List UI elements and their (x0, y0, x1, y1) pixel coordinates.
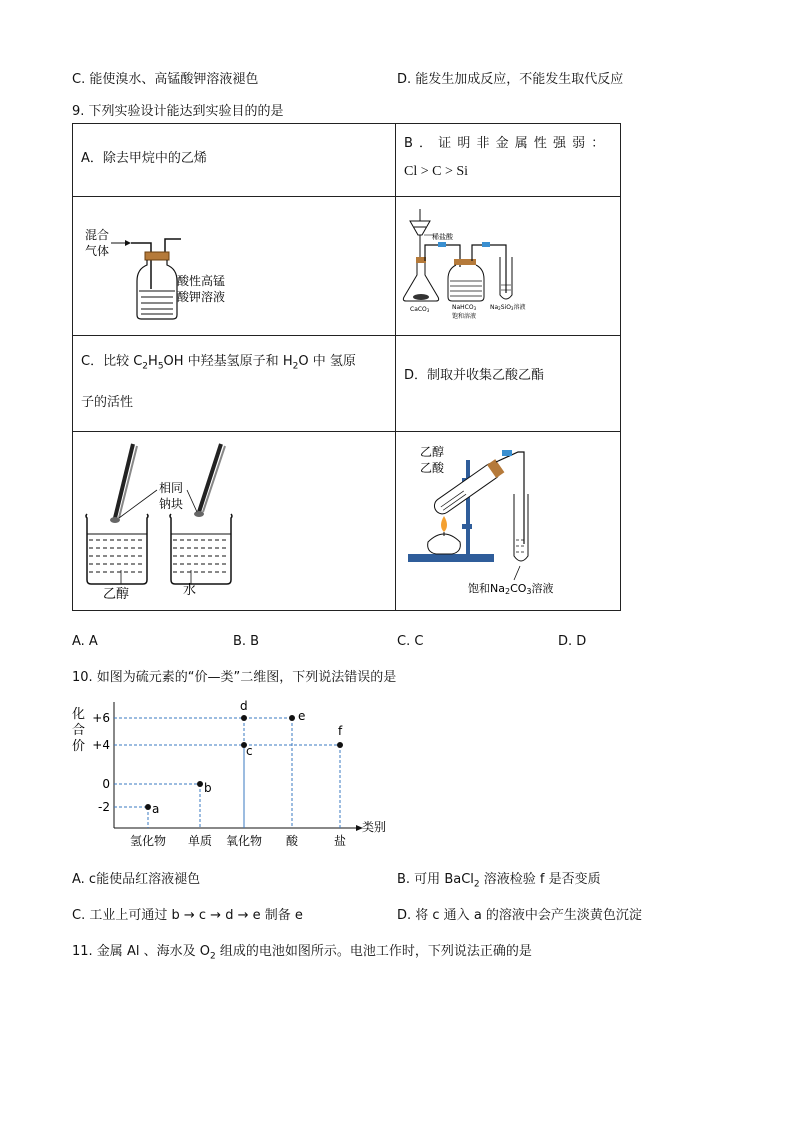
q9-option-c: C. C (397, 634, 424, 649)
label-ethanol: 乙醇 (103, 586, 130, 602)
label-mixed: 混合 (85, 228, 110, 242)
y-tick-label: +6 (92, 711, 110, 725)
data-label-b: b (204, 781, 212, 795)
data-point-b (197, 781, 203, 787)
cell-b-text-1: B ． 证 明 非 金 属 性 强 弱 ： (404, 136, 606, 151)
y-tick-label: -2 (98, 800, 110, 814)
q10-option-c: C. 工业上可通过 b → c → d → e 制备 e (72, 908, 303, 923)
collecting-tube (514, 494, 528, 561)
x-tick-label: 氧化物 (225, 834, 263, 848)
data-label-f: f (338, 724, 343, 738)
x-tick-label: 酸 (285, 834, 299, 848)
q11-stem: 11. 金属 Al 、海水及 $O_2$ 组成的电池如图所示。电池工作时，下列说法正确的是 (72, 944, 532, 962)
q9-cell-b (396, 124, 621, 197)
q10-option-d: D. 将 c 通入 a 的溶液中会产生淡黄色沉淀 (397, 908, 642, 923)
data-label-e: e (298, 709, 306, 723)
bottle (137, 260, 177, 319)
q9-option-d: D. D (558, 634, 587, 649)
label-water: 水 (183, 582, 197, 598)
data-point-f (337, 742, 343, 748)
svg-text:饱和Na2CO3溶液: 饱和Na2CO3溶液 (468, 581, 554, 596)
flame-icon (441, 516, 447, 532)
cell-d-text: D．制取并收集乙酸乙酯 (404, 368, 545, 383)
stand-base (408, 554, 494, 562)
y-axis-label-char: 合 (72, 723, 86, 738)
label-kmno4-2: 酸钾溶液 (177, 290, 226, 304)
beaker-water (170, 514, 232, 584)
x-axis-label: 类别 (362, 820, 387, 834)
q9-figure-c (73, 431, 396, 610)
inlet-tube (131, 243, 151, 289)
data-point-d (241, 715, 247, 721)
q9-option-a: A. A (72, 634, 98, 649)
label-sodium: 钠块 (159, 496, 184, 511)
q8-option-c: C. 能使溴水、高锰酸钾溶液褪色 (72, 72, 259, 87)
q10-stem: 10. 如图为硫元素的“价—类”二维图，下列说法错误的是 (72, 670, 397, 685)
sulfur-valence-chart (66, 698, 406, 853)
stopper (145, 252, 169, 260)
q9-table (72, 123, 621, 611)
label-ethanol-d: 乙醇 (420, 444, 445, 459)
ester-preparation-apparatus (396, 432, 620, 606)
x-tick-label: 氢化物 (129, 834, 167, 848)
label-acetic-acid: 乙酸 (420, 460, 445, 475)
data-point-a (145, 804, 151, 810)
data-label-a: a (152, 802, 160, 816)
y-tick-label: +4 (92, 738, 110, 752)
q9-cell-c (73, 336, 396, 432)
arrow-head-icon (125, 240, 131, 246)
cell-c-line-1: C．比较 $C_2H_5OH$ 中羟基氢原子和 $H_2O$ 中 氢原 (81, 354, 356, 372)
label-hcl: 稀盐酸 (432, 233, 453, 241)
dropping-funnel (410, 221, 430, 235)
label-same: 相同 (159, 480, 184, 495)
q10-option-b: B. 可用 BaCl$_2$ 溶液检验 f 是否变质 (397, 872, 601, 890)
cell-b-text-2: Cl > C > Si (404, 164, 469, 179)
beaker-ethanol (86, 514, 148, 584)
q9-figure-d (396, 431, 621, 610)
svg-text:CaCO3: CaCO3 (410, 306, 430, 313)
svg-text:NaHCO3: NaHCO3 (452, 304, 477, 311)
label-saturated: 饱和溶液 (452, 313, 477, 320)
cell-a-text: A．除去甲烷中的乙烯 (81, 151, 207, 166)
q9-figure-a (73, 197, 396, 336)
stand-rod (466, 460, 470, 556)
q9-cell-a (73, 124, 396, 197)
alcohol-lamp (428, 534, 461, 554)
label-kmno4-1: 酸性高锰 (177, 274, 226, 288)
acid-strength-apparatus (396, 197, 620, 331)
gas-washing-bottle-diagram (73, 197, 393, 331)
y-tick-label: 0 (102, 777, 110, 791)
label-gas: 气体 (85, 244, 110, 258)
q9-figure-b (396, 197, 621, 336)
x-tick-label: 盐 (333, 834, 347, 848)
q10-option-a: A. c能使品红溶液褪色 (72, 872, 201, 887)
cell-c-line-2: 子的活性 (81, 394, 134, 410)
q9-cell-d (396, 336, 621, 432)
x-tick-label: 单质 (187, 834, 213, 848)
q8-option-d: D. 能发生加成反应，不能发生取代反应 (397, 72, 624, 87)
data-point-e (289, 715, 295, 721)
sodium-reactivity-diagram (73, 432, 393, 606)
svg-text:Na2SiO3溶液: Na2SiO3溶液 (490, 304, 526, 311)
q9-option-b: B. B (233, 634, 260, 649)
data-label-d: d (240, 699, 248, 713)
y-axis-label-char: 价 (72, 739, 86, 754)
q9-stem: 9. 下列实验设计能达到实验目的的是 (72, 104, 284, 119)
data-label-c: c (246, 744, 253, 758)
y-axis-label-char: 化 (72, 707, 86, 722)
